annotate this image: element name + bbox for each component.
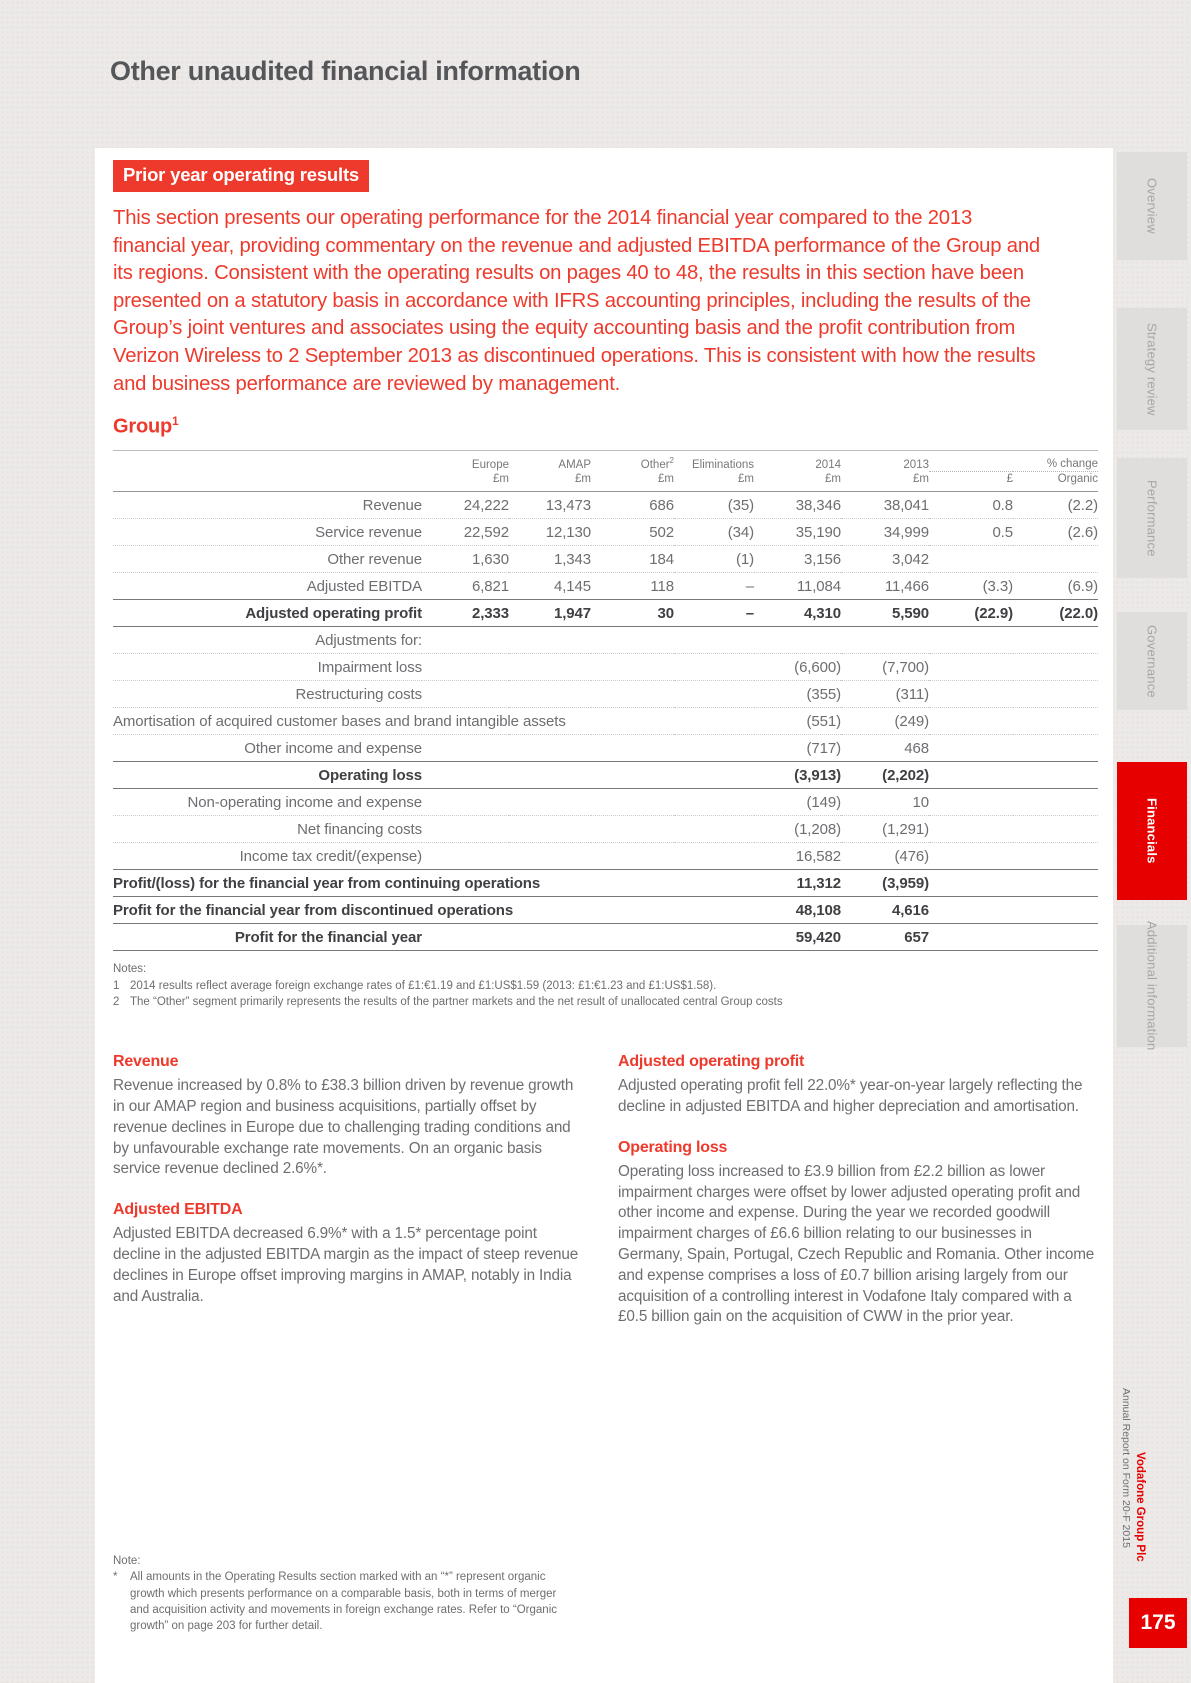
cell-value: 6,821 [471,578,509,596]
cell-value: 468 [904,740,929,758]
cell-value [1013,627,1098,654]
cell-value [591,870,674,897]
cell-value: (149) [806,794,841,812]
row-label: Adjusted operating profit [245,605,422,623]
cell-value [674,654,754,681]
cell-value [591,897,674,924]
cell-value [1013,546,1098,573]
cell-value [1013,816,1098,843]
pct-change-group-header: % change [929,450,1098,471]
cell-value [929,816,1013,843]
table-row [113,600,1098,627]
cell-value [591,924,674,951]
table-notes [113,961,1098,1011]
column-unit: £m [658,473,674,486]
cell-value [929,627,1013,654]
column-header-europe: Europe [471,458,509,471]
cell-value [509,735,591,762]
cell-value [1013,843,1098,870]
cell-value [1013,762,1098,789]
cell-value: 24,222 [463,497,509,515]
row-label: Profit for the financial year [234,929,422,947]
cell-value [1013,924,1098,951]
cell-value: (22.9) [974,605,1013,623]
cell-value: 35,190 [795,524,841,542]
cell-value: 3,042 [891,551,929,569]
cell-value [591,816,674,843]
commentary-heading-operating-loss: Operating loss [618,1138,728,1156]
note-line [113,994,1098,1011]
footnote-line [113,1569,563,1634]
cell-value [1013,735,1098,762]
cell-value: (2,202) [882,767,929,785]
pct-column-header: Organic [1057,473,1098,486]
note-number: 1 [113,979,120,992]
table-row [113,708,1098,735]
group-heading-footnote-ref: 1 [172,414,179,429]
table-row [113,816,1098,843]
column-header-other: Other$^2$ [640,455,674,471]
cell-value [929,762,1013,789]
table-body [113,492,1098,951]
cell-value: (22.0) [1059,605,1098,623]
notes-label: Notes: [113,963,147,976]
table-row [113,843,1098,870]
sidebar-tab-label: Strategy review [1144,322,1160,416]
table-row [113,870,1098,897]
commentary [113,1053,1098,1328]
cell-value [591,762,674,789]
cell-value [591,843,674,870]
row-label: Operating loss [318,767,422,785]
sidebar-tab-performance [1117,458,1187,578]
cell-value: (34) [727,524,754,542]
sidebar-tab-strategy-review [1117,308,1187,430]
cell-value [929,708,1013,735]
cell-value [422,654,509,681]
cell-value [1013,708,1098,735]
cell-value: 0.5 [992,524,1013,542]
cell-value: 686 [649,497,674,515]
cell-value [591,789,674,816]
cell-value: (3.3) [982,578,1013,596]
cell-value: 4,145 [553,578,591,596]
cell-value [674,735,754,762]
footnote-label: Note: [113,1555,141,1567]
commentary-right-column [618,1053,1098,1328]
header-spacer [113,472,422,492]
cell-value [509,843,591,870]
column-unit: £m [493,473,509,486]
page-number-badge: 175 [1129,1598,1187,1648]
cell-value [674,816,754,843]
report-name-vertical: Annual Report on Form 20-F 2015 [1120,1388,1132,1548]
cell-value: 2,333 [471,605,509,623]
footnote-marker: * [113,1571,118,1584]
cell-value: (2.2) [1067,497,1098,515]
cell-value: 4,616 [891,902,929,920]
group-table-heading [113,414,1098,439]
sidebar-tab-governance [1117,612,1187,710]
cell-value [422,843,509,870]
cell-value: (6,600) [794,659,841,677]
table-header [113,450,1098,491]
cell-value: (551) [806,713,841,731]
cell-value [929,789,1013,816]
column-unit: £m [738,473,754,486]
sidebar-tab-overview [1117,152,1187,260]
column-unit: £m [913,473,929,486]
cell-value: 48,108 [795,902,841,920]
cell-value [591,735,674,762]
table-header-units-row [113,472,1098,492]
cell-value [422,735,509,762]
cell-value [1013,897,1098,924]
cell-value: 22,592 [463,524,509,542]
column-header-footnote-ref: 2 [669,455,674,465]
commentary-left-column [113,1053,583,1328]
cell-value: – [745,605,754,623]
cell-value: (311) [895,686,929,704]
cell-value: 1,630 [471,551,509,569]
row-label: Profit for the financial year from discontinued operations [113,902,514,920]
cell-value [929,924,1013,951]
cell-value: 34,999 [883,524,929,542]
cell-value [422,816,509,843]
cell-value [929,735,1013,762]
row-label: Revenue [362,497,422,515]
cell-value [509,681,591,708]
commentary-text-adjusted-ebitda: Adjusted EBITDA decreased 6.9%* with a 1.5* percentage point decline in the adjusted EBITDA margin as the impact of steep revenue declines in Europe offset improving margins in AMAP, notably in India and Australia. [113,1225,579,1305]
cell-value [509,897,591,924]
cell-value [1013,789,1098,816]
cell-value: 1,947 [553,605,591,623]
commentary-text-revenue: Revenue increased by 0.8% to £38.3 billion driven by revenue growth in our AMAP region and business acquisitions, partially offset by revenue declines in Europe due to challenging trading conditions and by unfavourable exchange rate movements. On an organic basis service revenue declined 2.6%*. [113,1077,574,1178]
cell-value [929,897,1013,924]
content-panel [95,148,1113,1683]
pct-column-header: £ [1006,473,1013,486]
cell-value: (2.6) [1067,524,1098,542]
commentary-heading-adjusted-operating-profit: Adjusted operating profit [618,1053,805,1071]
cell-value: 11,466 [884,578,929,596]
cell-value [929,843,1013,870]
cell-value: (35) [727,497,754,515]
sidebar-tab-additional-information [1117,921,1187,1051]
cell-value: 5,590 [891,605,929,623]
cell-value: (3,913) [794,767,841,785]
column-unit: £m [825,473,841,486]
table-row [113,492,1098,519]
cell-value [422,762,509,789]
header-spacer [113,450,422,471]
cell-value [422,627,509,654]
note-line [113,978,1098,995]
row-label: Profit/(loss) for the financial year from continuing operations [113,875,541,893]
organic-growth-footnote [113,1553,563,1635]
row-label: Income tax credit/(expense) [239,848,422,866]
column-header-2014: 2014 [815,458,841,471]
column-header-amap: AMAP [558,458,591,471]
section-intro: This section presents our operating performance for the 2014 financial year compared to the 2013 financial year, providing commentary on the revenue and adjusted EBITDA performance of the Group and its regions. Consistent with the operating results on pages 40 to 48, the results in this section have been presented on a statutory basis in accordance with IFRS accounting principles, including the results of the Group’s joint ventures and associates using the equity accounting basis and the profit contribution from Verizon Wireless to 2 September 2013 as discontinued operations. This is consistent with how the results and business performance are reviewed by management. [113,207,1041,395]
row-label: Non-operating income and expense [187,794,422,812]
cell-value [591,627,674,654]
cell-value [929,681,1013,708]
cell-value [929,546,1013,573]
cell-value [509,816,591,843]
table-row [113,627,1098,654]
group-heading-text: Group [113,415,172,438]
cell-value [509,627,591,654]
sidebar-tab-label: Financials [1144,798,1160,864]
cell-value [591,708,674,735]
cell-value [674,762,754,789]
cell-value [674,897,754,924]
sidebar-tab-label: Overview [1144,178,1160,234]
section-badge: Prior year operating results [113,160,369,192]
cell-value [1013,681,1098,708]
brand-name-vertical: Vodafone Group Plc [1134,1452,1146,1562]
cell-value [509,762,591,789]
commentary-text-operating-loss: Operating loss increased to £3.9 billion from £2.2 billion as lower impairment charges were offset by lower adjusted operating profit and other income and expense. During the year we recorded goodwill impairment charges of £6.6 billion relating to our businesses in Germany, Spain, Portugal, Czech Republic and Romania. Other income and expense comprises a loss of £0.7 billion arising largely from our acquisition of a controlling interest in Vodafone Italy compared with a £0.5 billion gain on the acquisition of CWW in the prior year. [618,1162,1095,1326]
cell-value [674,789,754,816]
row-label: Net financing costs [297,821,422,839]
commentary-heading-adjusted-ebitda: Adjusted EBITDA [113,1201,243,1219]
cell-value: (6.9) [1067,578,1098,596]
commentary-text-adjusted-operating-profit: Adjusted operating profit fell 22.0%* year-on-year largely reflecting the decline in adjusted EBITDA and higher depreciation and amortisation. [618,1077,1083,1115]
cell-value: 38,041 [883,497,929,515]
cell-value: 11,084 [796,578,841,596]
cell-value: (355) [806,686,841,704]
cell-value: (476) [894,848,929,866]
cell-value [422,681,509,708]
row-label: Service revenue [315,524,422,542]
row-label: Adjustments for: [315,632,422,650]
cell-value [1013,654,1098,681]
note-text: 2014 results reflect average foreign exchange rates of £1:€1.19 and £1:US$1.59 (2013: £1:€1.23 and £1:US$1.58). [130,979,717,992]
table-row [113,681,1098,708]
note-text: The “Other” segment primarily represents the results of the partner markets and the net result of unallocated central Group costs [130,996,783,1009]
cell-value: (7,700) [882,659,929,677]
cell-value [929,654,1013,681]
cell-value: 502 [649,524,674,542]
cell-value [509,924,591,951]
row-label: Restructuring costs [295,686,422,704]
cell-value: (1,291) [882,821,929,839]
cell-value [754,627,841,654]
page-title: Other unaudited financial information [110,56,581,86]
cell-value [509,789,591,816]
cell-value [422,924,509,951]
sidebar-tab-label: Additional information [1144,921,1160,1051]
cell-value [674,843,754,870]
cell-value: (249) [894,713,929,731]
cell-value [674,870,754,897]
column-header-eliminations: Eliminations [692,458,754,471]
cell-value: 30 [657,605,674,623]
cell-value [422,789,509,816]
cell-value: (1) [735,551,754,569]
cell-value: 657 [904,929,929,947]
table-row [113,897,1098,924]
cell-value: 1,343 [553,551,591,569]
cell-value: 59,420 [795,929,841,947]
cell-value: 184 [649,551,674,569]
column-unit: £m [575,473,591,486]
table-row [113,654,1098,681]
cell-value: 4,310 [803,605,841,623]
table-row [113,924,1098,951]
cell-value [674,924,754,951]
cell-value: 38,346 [795,497,841,515]
cell-value: (1,208) [794,821,841,839]
table-row [113,573,1098,600]
sidebar-tab-label: Performance [1144,479,1160,557]
commentary-heading-revenue: Revenue [113,1053,179,1071]
sidebar-tab-financials [1117,762,1187,900]
cell-value [674,708,754,735]
table-row [113,735,1098,762]
cell-value [929,870,1013,897]
row-label: Impairment loss [317,659,422,677]
group-financial-table [113,450,1098,951]
cell-value: – [745,578,754,596]
cell-value [674,681,754,708]
cell-value: 13,473 [545,497,591,515]
cell-value: 11,312 [796,875,841,893]
cell-value: 118 [650,578,674,596]
cell-value [509,654,591,681]
cell-value: (717) [806,740,841,758]
cell-value: 10 [912,794,929,812]
table-row [113,546,1098,573]
row-label: Other income and expense [244,740,422,758]
footnote-text: All amounts in the Operating Results section marked with an “*” represent organic growth which presents performance on a comparable basis, both in terms of merger and acquisition activity and movements in foreign exchange rates. Refer to “Organic growth” on page 203 for further detail. [130,1571,557,1633]
table-row [113,519,1098,546]
row-label: Adjusted EBITDA [306,578,422,596]
cell-value [674,627,754,654]
table-header-names-row [113,450,1098,471]
column-header-2013: 2013 [903,458,929,471]
table-row [113,762,1098,789]
cell-value: 0.8 [992,497,1013,515]
cell-value [591,681,674,708]
note-number: 2 [113,996,120,1009]
cell-value: 12,130 [545,524,591,542]
cell-value: 16,582 [795,848,841,866]
table-row [113,789,1098,816]
sidebar-tab-label: Governance [1144,624,1160,698]
cell-value [841,627,929,654]
cell-value [1013,870,1098,897]
cell-value: (3,959) [882,875,929,893]
row-label: Other revenue [327,551,422,569]
cell-value: 3,156 [803,551,841,569]
cell-value [591,654,674,681]
row-label: Amortisation of acquired customer bases and brand intangible assets [113,713,566,731]
